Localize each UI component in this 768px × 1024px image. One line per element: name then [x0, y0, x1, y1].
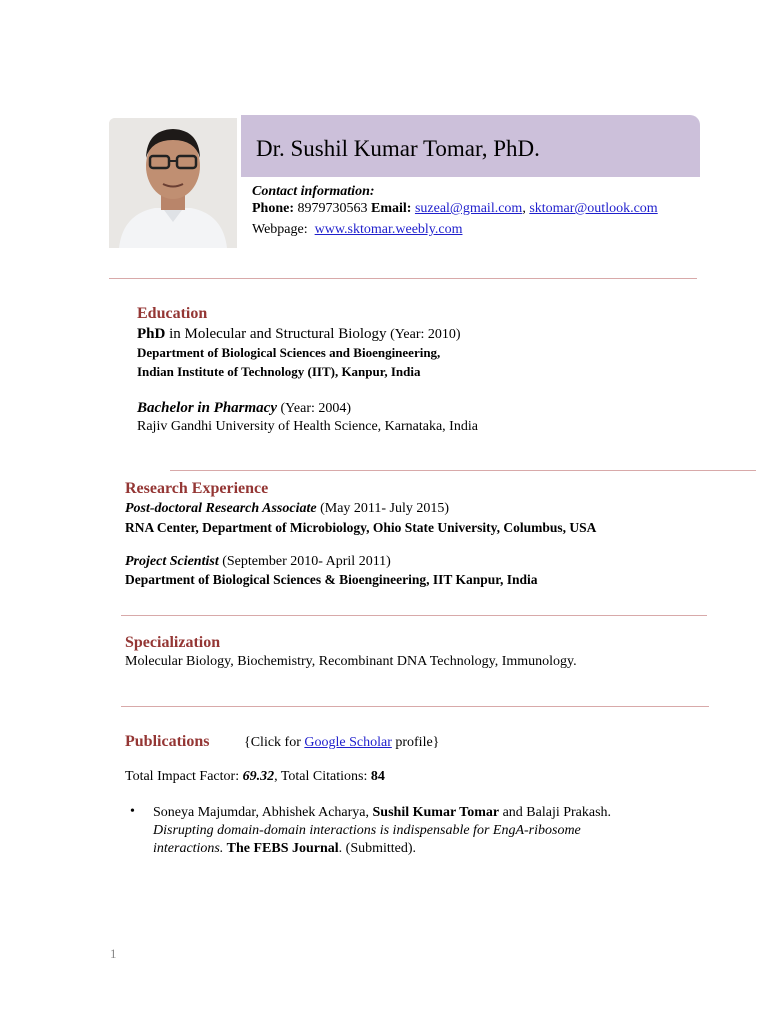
publication-status: . (Submitted).: [338, 841, 417, 856]
bullet-icon: •: [130, 804, 135, 819]
publication-item: [153, 804, 673, 858]
phd-department: Department of Biological Sciences and Bioengineering,: [137, 345, 441, 360]
phd-degree: PhD: [137, 326, 166, 342]
profile-photo: [109, 118, 237, 248]
publication-journal: The FEBS Journal: [223, 841, 339, 856]
impact-label: Total Impact Factor:: [125, 769, 243, 784]
position-2-title: Project Scientist: [125, 554, 219, 569]
scholar-note: [244, 735, 439, 751]
bachelor-degree: Bachelor in Pharmacy: [137, 400, 278, 416]
phd-year: (Year: 2010): [386, 327, 461, 342]
position-1-title: Post-doctoral Research Associate: [125, 501, 317, 516]
publications-heading: Publications: [125, 733, 210, 750]
scholar-note-prefix: {Click for: [244, 735, 305, 750]
position-1-line: [125, 501, 449, 517]
divider: [170, 470, 756, 471]
publication-authors: [153, 804, 673, 822]
email-label: Email:: [371, 201, 412, 216]
publication-title-line-2: [153, 840, 673, 858]
specialization-heading: Specialization: [125, 634, 221, 651]
phd-institute: Indian Institute of Technology (IIT), Kanpur, India: [137, 364, 421, 379]
contact-heading: Contact information:: [252, 184, 375, 199]
position-1-dates: (May 2011- July 2015): [316, 501, 450, 516]
webpage-link[interactable]: www.sktomar.weebly.com: [314, 222, 463, 237]
scholar-note-suffix: profile}: [391, 735, 440, 750]
education-heading: Education: [137, 305, 208, 322]
divider: [109, 278, 697, 279]
phd-field: in Molecular and Structural Biology: [165, 326, 387, 342]
publication-title-end: interactions.: [153, 841, 224, 856]
email-separator: ,: [522, 201, 526, 216]
citations-value: 84: [370, 769, 385, 784]
person-photo-icon: [109, 118, 237, 248]
webpage-line: [252, 222, 463, 238]
candidate-name: Dr. Sushil Kumar Tomar, PhD.: [256, 136, 540, 161]
authors-highlight: Sushil Kumar Tomar: [372, 805, 500, 820]
authors-suffix: and Balaji Prakash.: [499, 805, 612, 820]
position-2-line: [125, 554, 391, 570]
impact-value: 69.32: [242, 769, 275, 784]
position-1-place: RNA Center, Department of Microbiology, Ohio State University, Columbus, USA: [125, 520, 597, 535]
google-scholar-link[interactable]: Google Scholar: [304, 735, 392, 750]
publication-title-line-1: Disrupting domain-domain interactions is indispensable for EngA-ribosome: [153, 823, 581, 838]
citations-label: , Total Citations:: [274, 769, 371, 784]
phd-line: [137, 326, 461, 343]
divider: [121, 706, 709, 707]
phone-label: Phone:: [252, 201, 294, 216]
bachelor-line: [137, 400, 351, 417]
email-link-outlook[interactable]: sktomar@outlook.com: [529, 201, 658, 216]
position-2-place: Department of Biological Sciences & Bioengineering, IIT Kanpur, India: [125, 572, 538, 587]
impact-line: [125, 769, 385, 785]
page-number: 1: [110, 946, 117, 961]
research-heading: Research Experience: [125, 480, 269, 497]
webpage-label: Webpage:: [252, 222, 308, 237]
email-link-gmail[interactable]: suzeal@gmail.com: [414, 201, 523, 216]
position-2-dates: (September 2010- April 2011): [218, 554, 391, 569]
specialization-text: Molecular Biology, Biochemistry, Recombinant DNA Technology, Immunology.: [125, 654, 577, 669]
bachelor-institute: Rajiv Gandhi University of Health Science, Karnataka, India: [137, 419, 478, 434]
bachelor-year: (Year: 2004): [277, 401, 352, 416]
divider: [121, 615, 707, 616]
contact-line: [252, 201, 658, 217]
phone-number: 8979730563: [297, 201, 368, 216]
authors-prefix: Soneya Majumdar, Abhishek Acharya,: [153, 805, 373, 820]
